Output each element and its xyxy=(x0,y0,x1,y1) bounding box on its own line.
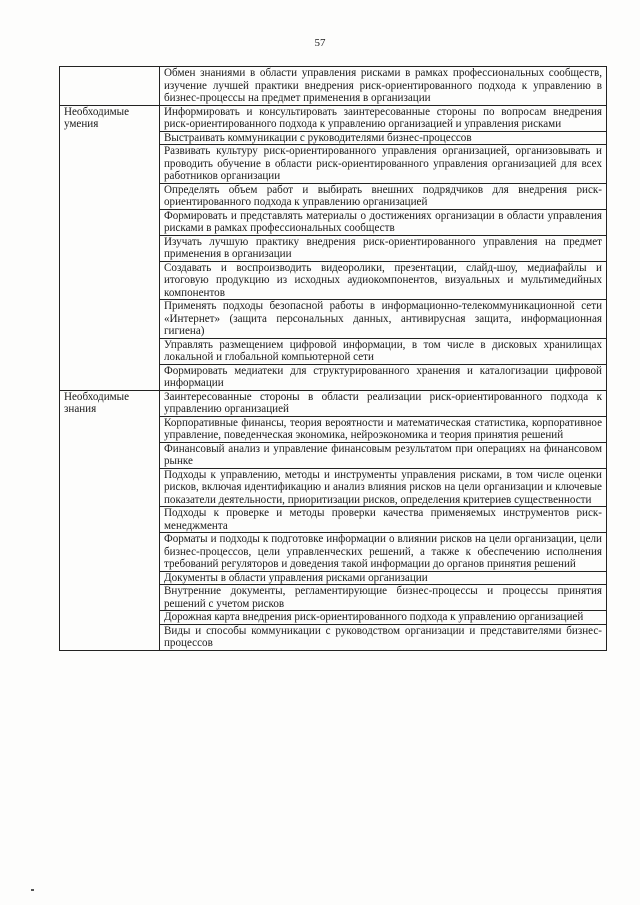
table-cell-item: Внутренние документы, регламентирующие бизнес-процессы и процессы принятия решений с учетом рисков xyxy=(160,585,607,611)
section-label-continued xyxy=(60,67,160,106)
table-cell-item: Подходы к проверке и методы проверки качества применяемых инструментов риск-менеджмента xyxy=(160,507,607,533)
table-cell-item: Создавать и воспроизводить видеоролики, презентации, слайд-шоу, медиафайлы и итоговую продукцию из исходных аудиокомпонентов, визуальных и мультимедийных компонентов xyxy=(160,261,607,300)
table-row xyxy=(60,105,607,131)
table-cell-item: Подходы к управлению, методы и инструменты управления рисками, в том числе оценки рисков, включая идентификацию и анализ влияния рисков на цели организации и ключевые показатели деятельности, приоритизации рисков, определения критериев существенности xyxy=(160,468,607,507)
requirements-table xyxy=(59,66,607,651)
table-row xyxy=(60,390,607,416)
table-cell-item: Заинтересованные стороны в области реализации риск-ориентированного подхода к управлению организацией xyxy=(160,390,607,416)
table-cell-item: Формировать и представлять материалы о достижениях организации в области управления рисками в рамках профессиональных сообществ xyxy=(160,209,607,235)
table-cell-item: Формировать медиатеки для структурированного хранения и каталогизации цифровой информации xyxy=(160,364,607,390)
section-label-skills: Необходимые умения xyxy=(60,105,160,390)
table-cell-item: Корпоративные финансы, теория вероятности и математическая статистика, корпоративное управление, поведенческая экономика, нейроэкономика и теория принятия решений xyxy=(160,416,607,442)
table-cell-item: Финансовый анализ и управление финансовым результатом при операциях на финансовом рынке xyxy=(160,442,607,468)
table-cell-item: Развивать культуру риск-ориентированного управления организацией, организовывать и проводить обучение в области риск-ориентированного управления организацией для всех работников организации xyxy=(160,145,607,184)
section-label-knowledge: Необходимые знания xyxy=(60,390,160,650)
table-cell-item: Обмен знаниями в области управления рисками в рамках профессиональных сообществ, изучение лучшей практики внедрения риск-ориентированного подхода к управлению в бизнес-процессы на предмет применения в организации xyxy=(160,67,607,106)
table-cell-item: Управлять размещением цифровой информации, в том числе в дисковых хранилищах локальной и глобальной компьютерной сети xyxy=(160,338,607,364)
table-cell-item: Определять объем работ и выбирать внешних подрядчиков для внедрения риск-ориентированного подхода к управлению организацией xyxy=(160,183,607,209)
table-cell-item: Документы в области управления рисками организации xyxy=(160,571,607,585)
table-cell-item: Дорожная карта внедрения риск-ориентированного подхода к управлению организацией xyxy=(160,611,607,625)
table-cell-item: Форматы и подходы к подготовке информации о влиянии рисков на цели организации, цели бизнес-процессов, цели управленческих решений, а также к обеспечению исполнения требований регуляторов и доведения такой информации до органов принятия решений xyxy=(160,533,607,572)
table-cell-item: Виды и способы коммуникации с руководством организации и представителями бизнес-процессов xyxy=(160,624,607,650)
table-row xyxy=(60,67,607,106)
scan-mark xyxy=(31,889,34,891)
table-cell-item: Выстраивать коммуникации с руководителями бизнес-процессов xyxy=(160,131,607,145)
table-cell-item: Применять подходы безопасной работы в информационно-телекоммуникационной сети «Интернет» (защита персональных данных, антивирусная защита, информационная гигиена) xyxy=(160,300,607,339)
table-cell-item: Информировать и консультировать заинтересованные стороны по вопросам внедрения риск-ориентированного подхода к управлению организацией и управления рисками xyxy=(160,105,607,131)
table-cell-item: Изучать лучшую практику внедрения риск-ориентированного управления на предмет применения в организации xyxy=(160,235,607,261)
page-number: 57 xyxy=(314,37,326,49)
